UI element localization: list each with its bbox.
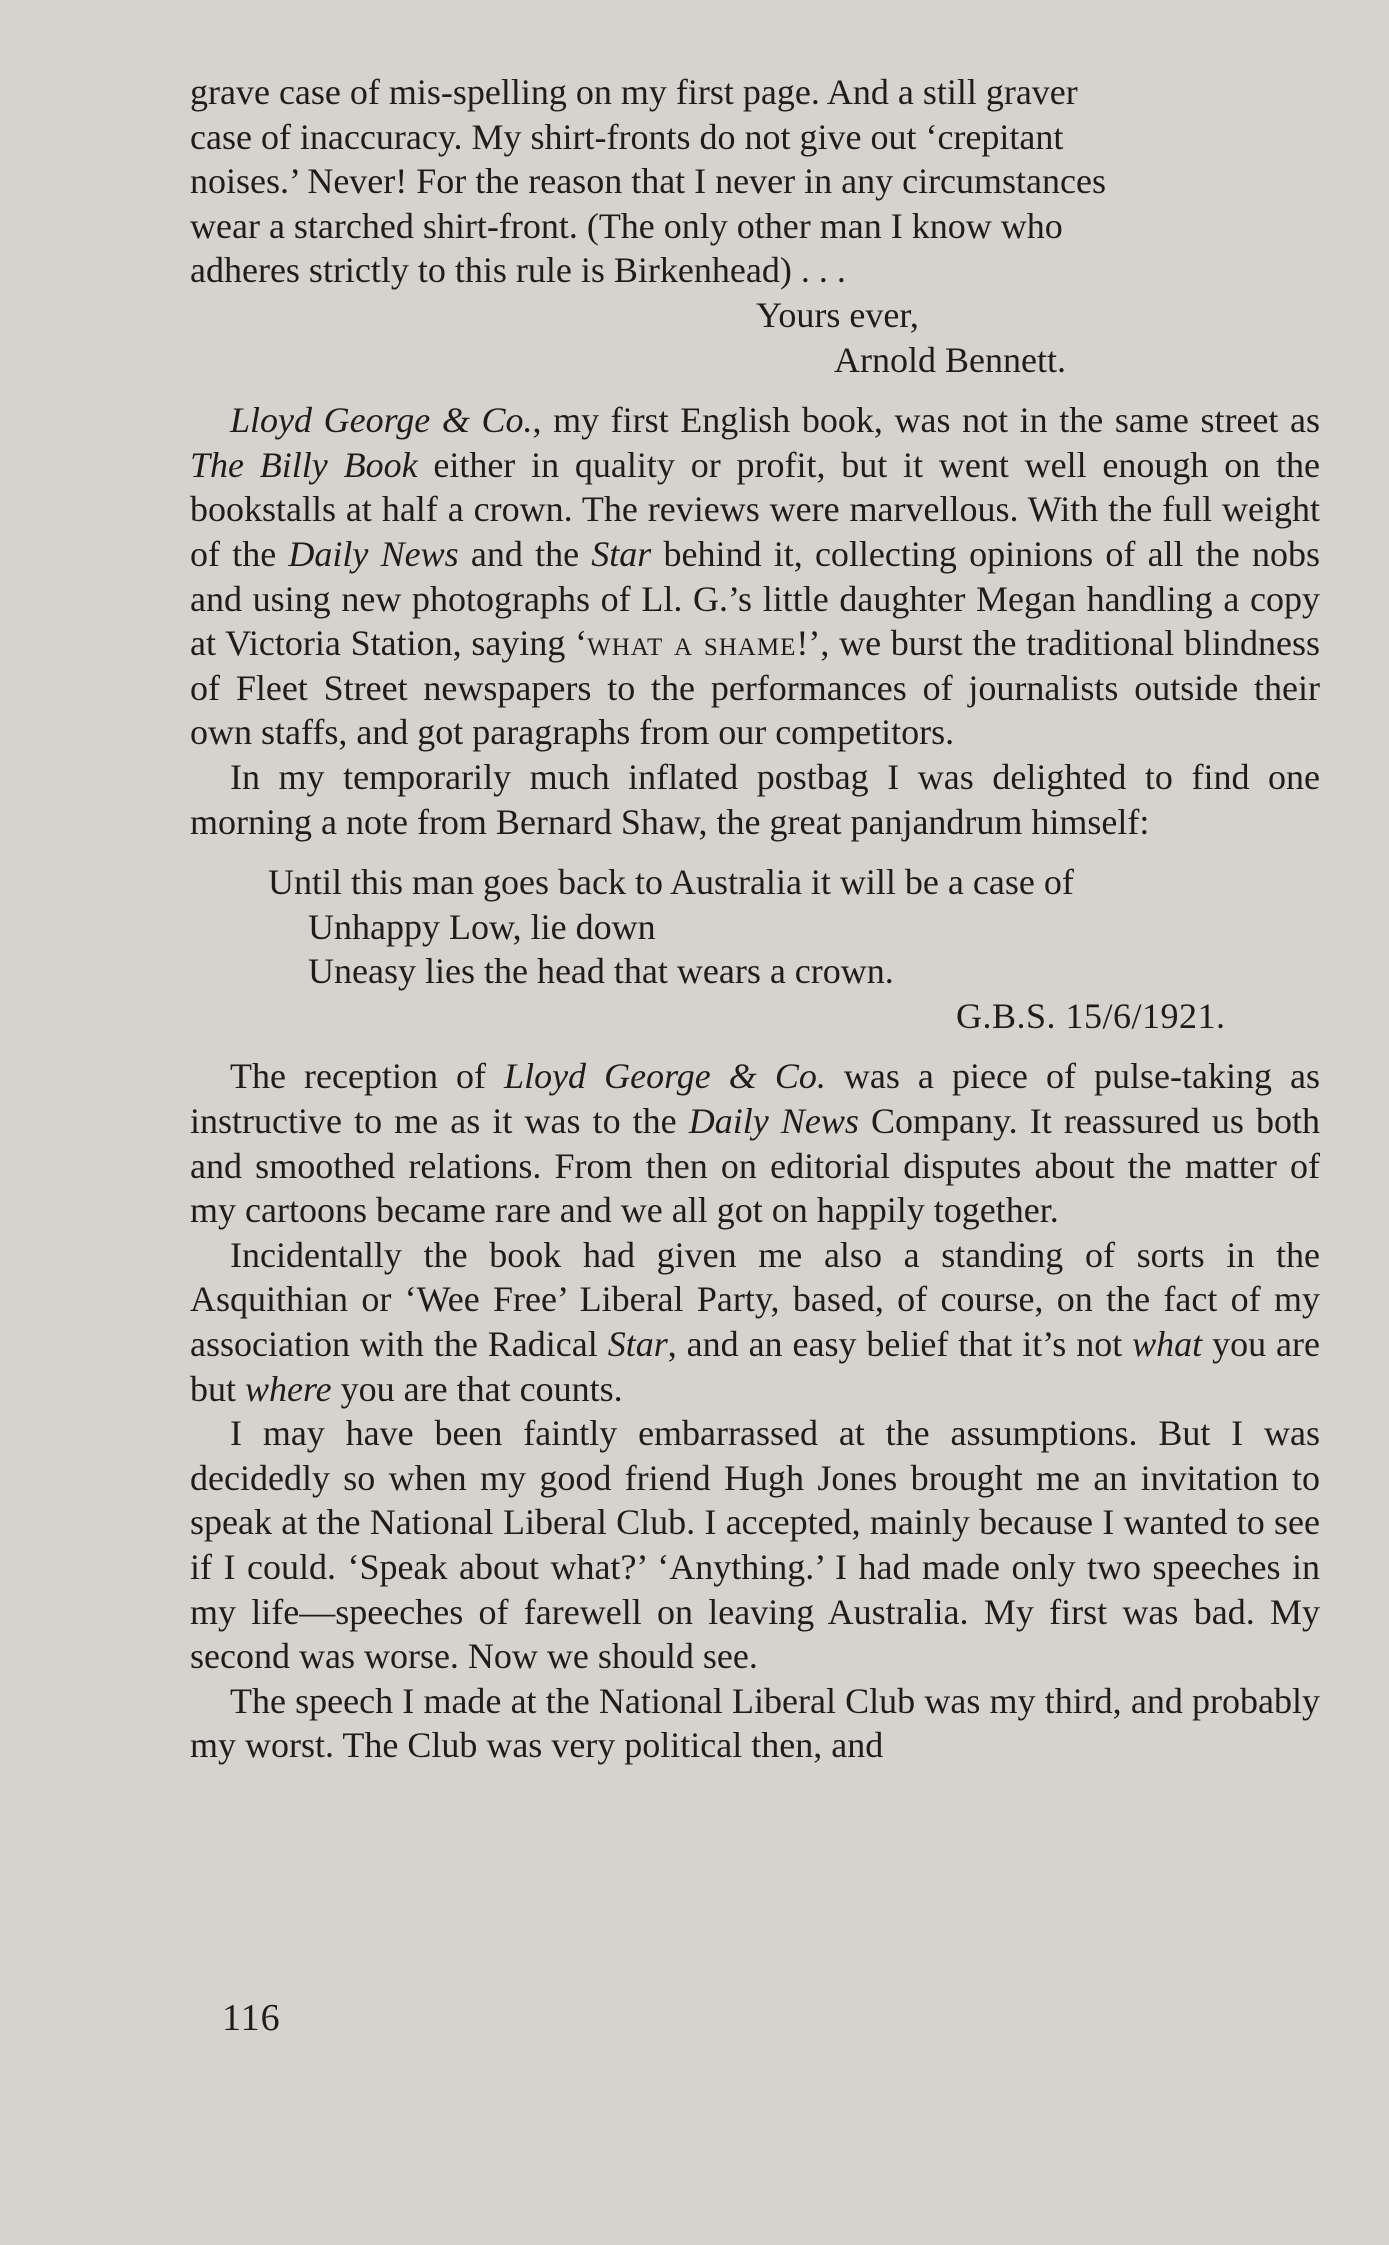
- paragraph-reception: The reception of Lloyd George & Co. was a piece of pulse-taking as instructive to me as it was to the Daily News Company. It reassured us both and smoothed relations. From then on editorial disputes about the matter of my cartoons became rare and we all got on happily together.: [190, 1056, 1320, 1231]
- emphasis: where: [245, 1368, 332, 1409]
- letter-signature: Arnold Bennett.: [834, 339, 1066, 380]
- book-title: The Billy Book: [190, 444, 418, 485]
- letter-line: grave case of mis-spelling on my first page. And a still graver: [190, 72, 1078, 112]
- shaw-note-line: Unhappy Low, lie down: [308, 906, 656, 947]
- paragraph-speech: The speech I made at the National Liberal Club was my third, and probably my worst. The Club was very political then, and: [190, 1680, 1320, 1766]
- page-number: 116: [222, 1997, 281, 2039]
- paragraph-invitation: I may have been faintly embarrassed at the assumptions. But I was decidedly so when my good friend Hugh Jones brought me an invitation to speak at the National Liberal Club. I accepted, mainly because I wanted to see if I could. ‘Speak about what?’ ‘Anything.’ I had made only two speeches in my life—speeches of farewell on leaving Australia. My first was bad. My second was worse. Now we should see.: [190, 1413, 1320, 1677]
- newspaper-title: Daily News: [288, 533, 459, 574]
- letter-line: noises.’ Never! For the reason that I never in any circumstances: [190, 161, 1106, 202]
- book-page: [190, 70, 1320, 1768]
- shaw-note: [190, 860, 1320, 994]
- letter-line: adheres strictly to this rule is Birkenhead) . . .: [190, 250, 846, 291]
- letter-signoff: [190, 293, 1320, 382]
- paragraph-postbag: In my temporarily much inflated postbag I was delighted to find one morning a note from Bernard Shaw, the great panjandrum himself:: [190, 756, 1320, 842]
- newspaper-title: Star: [591, 533, 652, 574]
- book-title: Lloyd George & Co.: [504, 1056, 826, 1097]
- newspaper-title: Daily News: [688, 1101, 859, 1142]
- quoted-caption: what a shame: [587, 623, 797, 664]
- paragraph-lloyd-george-book: Lloyd George & Co., my first English book, was not in the same street as The Billy Book either in quality or profit, but it went well enough on the bookstalls at half a crown. The reviews were marvellous. With the full weight of the Daily News and the Star behind it, collecting opinions of all the nobs and using new photographs of Ll. G.’s little daughter Megan handling a copy at Victoria Station, saying ‘what a shame!’, we burst the traditional blindness of Fleet Street newspapers to the performances of journalists outside their own staffs, and got paragraphs from our competitors.: [190, 400, 1320, 753]
- shaw-note-signature: G.B.S. 15/6/1921.: [956, 995, 1226, 1036]
- paragraph-liberal-party: Incidentally the book had given me also a standing of sorts in the Asquithian or ‘Wee Free’ Liberal Party, based, of course, on the fact of my association with the Radical Star, and an easy belief that it’s not what you are but where you are that counts.: [190, 1234, 1320, 1409]
- emphasis: what: [1132, 1324, 1203, 1365]
- letter-line: wear a starched shirt-front. (The only other man I know who: [190, 205, 1063, 246]
- shaw-note-line: Uneasy lies the head that wears a crown.: [308, 951, 894, 992]
- letter-closing: Yours ever,: [756, 294, 919, 335]
- book-title: Lloyd George & Co.: [230, 400, 533, 441]
- newspaper-title: Star: [607, 1324, 668, 1365]
- letter-line: case of inaccuracy. My shirt-fronts do not give out ‘crepitant: [190, 116, 1064, 157]
- letter-excerpt: [190, 70, 1320, 293]
- shaw-note-line: Until this man goes back to Australia it will be a case of: [268, 862, 1074, 903]
